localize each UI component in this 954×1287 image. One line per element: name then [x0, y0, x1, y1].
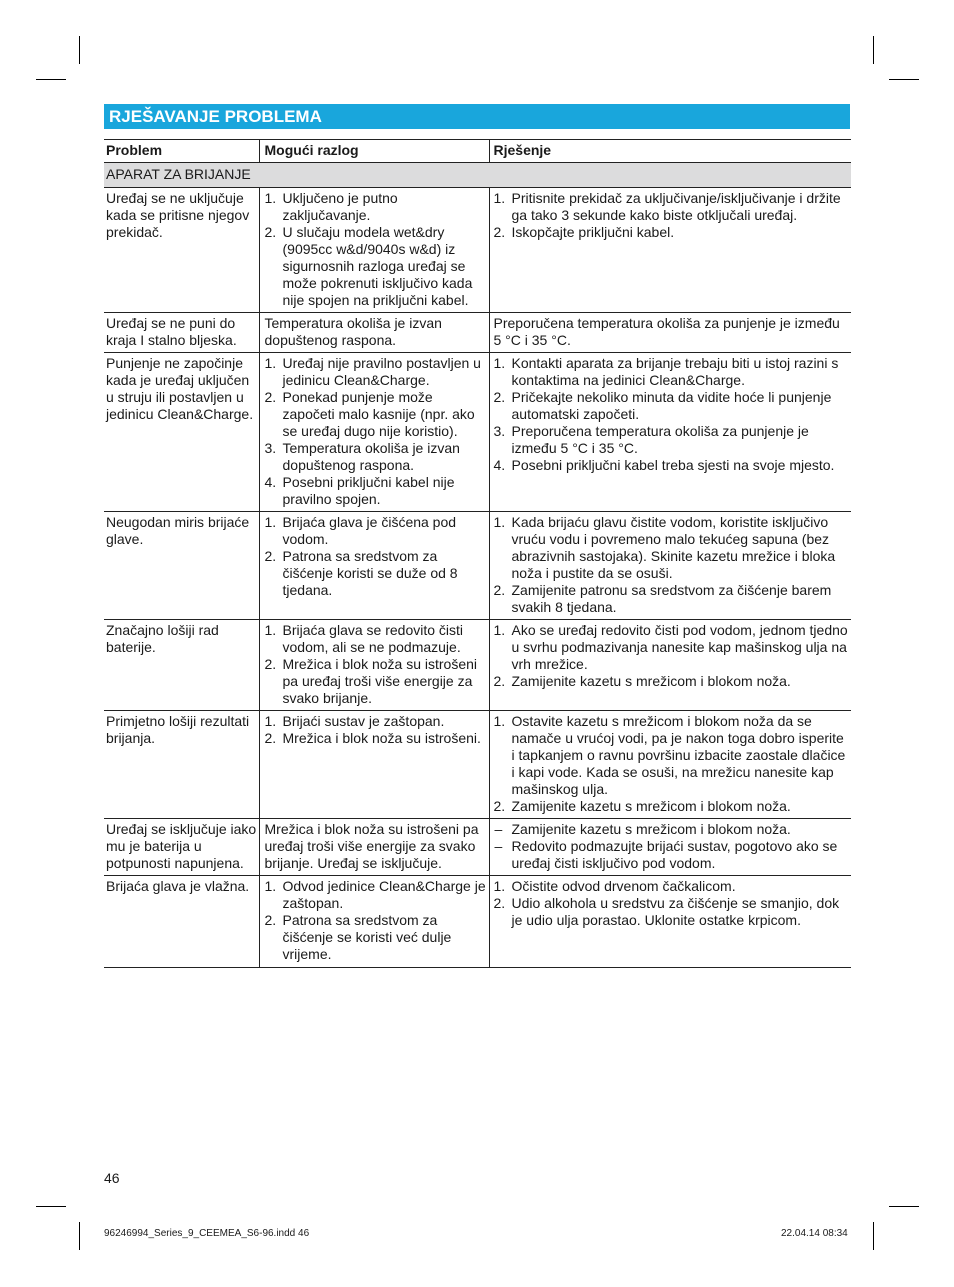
list-item: 2. Mrežica i blok noža su istrošeni. — [264, 730, 481, 746]
crop-mark — [873, 36, 874, 64]
footer-date: 22.04.14 08:34 — [781, 1228, 848, 1239]
problem-cell: Primjetno lošiji rezultati brijanja. — [104, 711, 259, 819]
problem-cell: Punjenje ne započinje kada je uređaj uključen u struju ili postavljen u jedinicu Clean&Charge. — [104, 353, 259, 512]
table-row — [104, 313, 851, 353]
table-row — [104, 711, 851, 819]
list-item: 4. Posebni priključni kabel nije pravilno spojen. — [264, 474, 455, 507]
list-item: 1. Uređaj nije pravilno postavljen u jedinicu Clean&Charge. — [264, 355, 481, 388]
cause-cell: Mrežica i blok noža su istrošeni pa uređaj troši više energije za svako brijanje. Uređaj se isključuje. — [259, 819, 489, 876]
list-item: 1. Pritisnite prekidač za uključivanje/isključivanje i držite ga tako 3 sekunde kako biste otključali uređaj. — [493, 190, 841, 223]
list-item: 1. Uključeno je putno zaključavanje. — [264, 190, 398, 223]
table-row — [104, 876, 851, 968]
cause-cell — [259, 188, 489, 313]
table-header-row — [104, 140, 851, 163]
problem-cell: Uređaj se ne puni do kraja I stalno bljeska. — [104, 313, 259, 353]
cause-cell: Temperatura okoliša je izvan dopuštenog raspona. — [259, 313, 489, 353]
table-row — [104, 188, 851, 313]
list-item: 1. Očistite odvod drvenom čačkalicom. — [493, 878, 736, 894]
crop-mark — [79, 1222, 80, 1250]
column-header-solution: Rješenje — [489, 140, 851, 163]
list-item: 1. Brijaća glava je čišćena pod vodom. — [264, 514, 457, 547]
list-item: 2. Udio alkohola u sredstvu za čišćenje se smanjio, dok je udio ulja porastao. Uklonite ostatke krpicom. — [493, 895, 840, 928]
problem-cell: Uređaj se ne uključuje kada se pritisne njegov prekidač. — [104, 188, 259, 313]
list-item: 2. Mrežica i blok noža su istrošeni pa uređaj troši više energije za svako brijanje. — [264, 656, 478, 706]
solution-cell — [489, 711, 851, 819]
list-item: 1. Ako se uređaj redovito čisti pod vodom, jednom tjedno u svrhu podmazivanja nanesite kap mašinskog ulja na vrh mrežice. — [493, 622, 848, 672]
cause-cell — [259, 353, 489, 512]
list-item: – Redovito podmazujte brijaći sustav, pogotovo ako se uređaj čisti isključivo pod vodom. — [494, 838, 838, 871]
solution-cell — [489, 188, 851, 313]
problem-cell: Uređaj se isključuje iako mu je baterija u potpunosti napunjena. — [104, 819, 259, 876]
crop-mark — [36, 1206, 66, 1207]
page-number: 46 — [104, 1170, 120, 1186]
table-row — [104, 353, 851, 512]
list-item: 2. Zamijenite patronu sa sredstvom za čišćenje barem svakih 8 tjedana. — [493, 582, 832, 615]
list-item: 1. Brijaći sustav je zaštopan. — [264, 713, 445, 729]
column-header-cause: Mogući razlog — [259, 140, 489, 163]
list-item: 3. Preporučena temperatura okoliša za punjenje je između 5 °C i 35 °C. — [493, 423, 809, 456]
cause-cell — [259, 711, 489, 819]
column-header-problem: Problem — [104, 140, 259, 163]
list-item: 4. Posebni priključni kabel treba sjesti na svoje mjesto. — [493, 457, 835, 473]
table-row — [104, 512, 851, 620]
cause-cell — [259, 620, 489, 711]
solution-cell — [489, 876, 851, 968]
section-heading: RJEŠAVANJE PROBLEMA — [104, 104, 850, 129]
solution-cell — [489, 620, 851, 711]
list-item: 1. Odvod jedinice Clean&Charge je zaštopan. — [264, 878, 486, 911]
list-item: 2. Pričekajte nekoliko minuta da vidite hoće li punjenje automatski započeti. — [493, 389, 832, 422]
list-item: 2. Zamijenite kazetu s mrežicom i blokom noža. — [493, 673, 791, 689]
list-item: 1. Kada brijaću glavu čistite vodom, koristite isključivo vruću vodu i povremeno malo tekućeg sapuna (bez abrazivnih sastojaka). Skinite kazetu mrežice i bloka noža i pustite da se osuši. — [493, 514, 836, 581]
list-item: 2. Iskopčajte priključni kabel. — [493, 224, 675, 240]
list-item: 2. Patrona sa sredstvom za čišćenje koristi se duže od 8 tjedana. — [264, 548, 458, 598]
troubleshooting-table — [104, 139, 851, 968]
crop-mark — [889, 79, 919, 80]
solution-cell: Preporučena temperatura okoliša za punjenje je između 5 °C i 35 °C. — [489, 313, 851, 353]
cause-cell — [259, 876, 489, 968]
table-row — [104, 819, 851, 876]
problem-cell: Neugodan miris brijaće glave. — [104, 512, 259, 620]
crop-mark — [79, 36, 80, 64]
problem-cell: Brijaća glava je vlažna. — [104, 876, 259, 968]
crop-mark — [873, 1222, 874, 1250]
footer-filename: 96246994_Series_9_CEEMEA_S6-96.indd 46 — [104, 1228, 310, 1239]
list-item: 1. Ostavite kazetu s mrežicom i blokom noža da se namače u vrućoj vodi, pa je nakon toga dobro isperite i tapkanjem o ravnu površinu izbacite zaostale dlačice i kapi vode. Kada se osuši, na mrežicu nanesite kap mašinskog ulja. — [493, 713, 846, 797]
table-row — [104, 620, 851, 711]
list-item: 2. Ponekad punjenje može započeti malo kasnije (npr. ako se uređaj dugo nije koristio). — [264, 389, 475, 439]
list-item: 2. U slučaju modela wet&dry (9095cc w&d/9040s w&d) iz sigurnosnih razloga uređaj se može pokrenuti isključivo kada nije spojen na priključni kabel. — [264, 224, 473, 308]
problem-cell: Značajno lošiji rad baterije. — [104, 620, 259, 711]
list-item: 2. Patrona sa sredstvom za čišćenje se koristi već dulje vrijeme. — [264, 912, 452, 962]
section-row — [104, 163, 851, 188]
section-label: APARAT ZA BRIJANJE — [104, 163, 851, 188]
cause-cell — [259, 512, 489, 620]
solution-cell — [489, 353, 851, 512]
solution-cell — [489, 819, 851, 876]
list-item: 3. Temperatura okoliša je izvan dopuštenog raspona. — [264, 440, 460, 473]
list-item: 2. Zamijenite kazetu s mrežicom i blokom noža. — [493, 798, 791, 814]
list-item: – Zamijenite kazetu s mrežicom i blokom noža. — [494, 821, 791, 837]
crop-mark — [36, 79, 66, 80]
list-item: 1. Kontakti aparata za brijanje trebaju biti u istoj razini s kontaktima na jedinici Clean&Charge. — [493, 355, 839, 388]
crop-mark — [889, 1206, 919, 1207]
list-item: 1. Brijaća glava se redovito čisti vodom, ali se ne podmazuje. — [264, 622, 464, 655]
solution-cell — [489, 512, 851, 620]
